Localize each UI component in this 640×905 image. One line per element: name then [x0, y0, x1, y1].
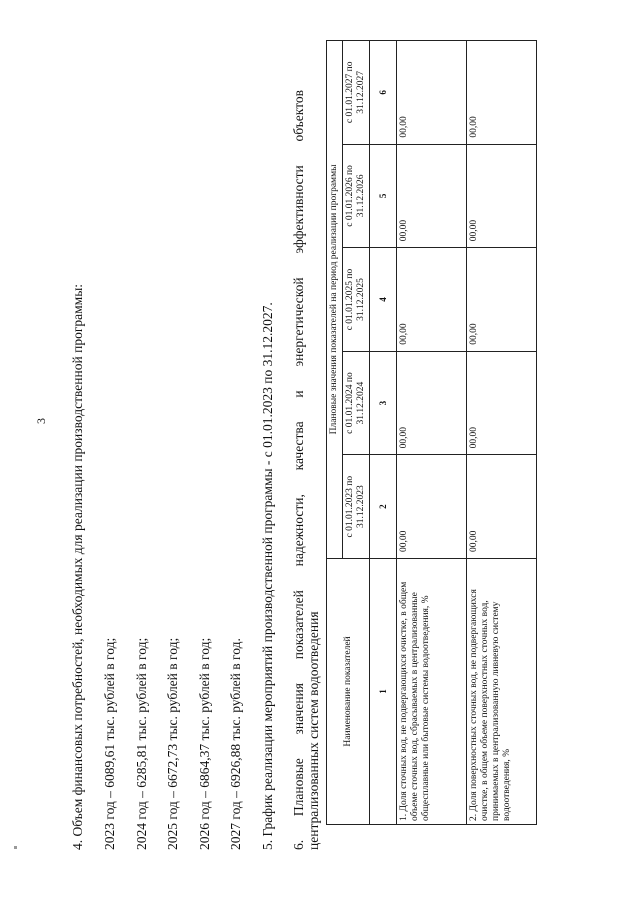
column-number: 1	[370, 558, 397, 824]
indicator-value: 00,00	[397, 41, 467, 145]
year-2025-line: 2025 год – 6672,73 тыс. рублей в год;	[165, 637, 180, 850]
period-header: с 01.01.2023 по 31.12.2023	[343, 455, 370, 559]
section-6-heading-line2: централизованных систем водоотведения	[306, 611, 321, 850]
rotated-document-content	[70, 50, 600, 850]
group-header: Плановые значения показателей на период реализации программы	[327, 41, 343, 559]
indicator-name: 2. Доля поверхностных сточных вод, не подвергающихся очистке, в общем объеме поверхностных сточных вод, принимаемых в централизованную ливневую систему водоотведения, %	[467, 558, 537, 824]
page-number: 3	[34, 418, 48, 424]
indicator-value: 00,00	[397, 455, 467, 559]
indicator-value: 00,00	[467, 351, 537, 455]
indicator-value: 00,00	[467, 248, 537, 352]
column-number: 5	[370, 144, 397, 248]
table-row	[467, 41, 537, 825]
year-2027-line: 2027 год – 6926,88 тыс. рублей в год.	[228, 638, 243, 850]
indicator-value: 00,00	[467, 455, 537, 559]
period-header: с 01.01.2025 по 31.12.2025	[343, 248, 370, 352]
indicator-name: 1. Доля сточных вод, не подвергающихся очистке, в общем объеме сточных вод, сбрасываемых в централизованные общесплавные или бытовые системы водоотведения, %	[397, 558, 467, 824]
table-row	[397, 41, 467, 825]
period-header: с 01.01.2027 по 31.12.2027	[343, 41, 370, 145]
period-header: с 01.01.2024 по 31.12.2024	[343, 351, 370, 455]
indicator-value: 00,00	[397, 351, 467, 455]
period-header: с 01.01.2026 по 31.12.2026	[343, 144, 370, 248]
indicator-value: 00,00	[397, 144, 467, 248]
indicators-table	[326, 40, 537, 825]
section-6-heading-line1: 6. Плановые значения показателей надежности, качества и энергетической эффективности объектов	[291, 90, 306, 850]
indicator-value: 00,00	[467, 144, 537, 248]
column-number: 6	[370, 41, 397, 145]
column-number-row	[370, 41, 397, 825]
indicator-value: 00,00	[397, 248, 467, 352]
name-column-header: Наименование показателей	[327, 558, 370, 824]
year-2026-line: 2026 год – 6864,37 тыс. рублей в год;	[197, 637, 212, 850]
section-5-schedule: 5. График реализации мероприятий производственной программы - с 01.01.2023 по 31.12.2027.	[260, 302, 275, 850]
column-number: 3	[370, 351, 397, 455]
indicator-value: 00,00	[467, 41, 537, 145]
year-2024-line: 2024 год – 6285,81 тыс. рублей в год;	[134, 637, 149, 850]
column-number: 2	[370, 455, 397, 559]
year-2023-line: 2023 год – 6089,61 тыс. рублей в год;	[102, 637, 117, 850]
scan-mark	[14, 846, 17, 849]
column-number: 4	[370, 248, 397, 352]
section-4-heading: 4. Объем финансовых потребностей, необходимых для реализации производственной программы:	[70, 283, 85, 850]
